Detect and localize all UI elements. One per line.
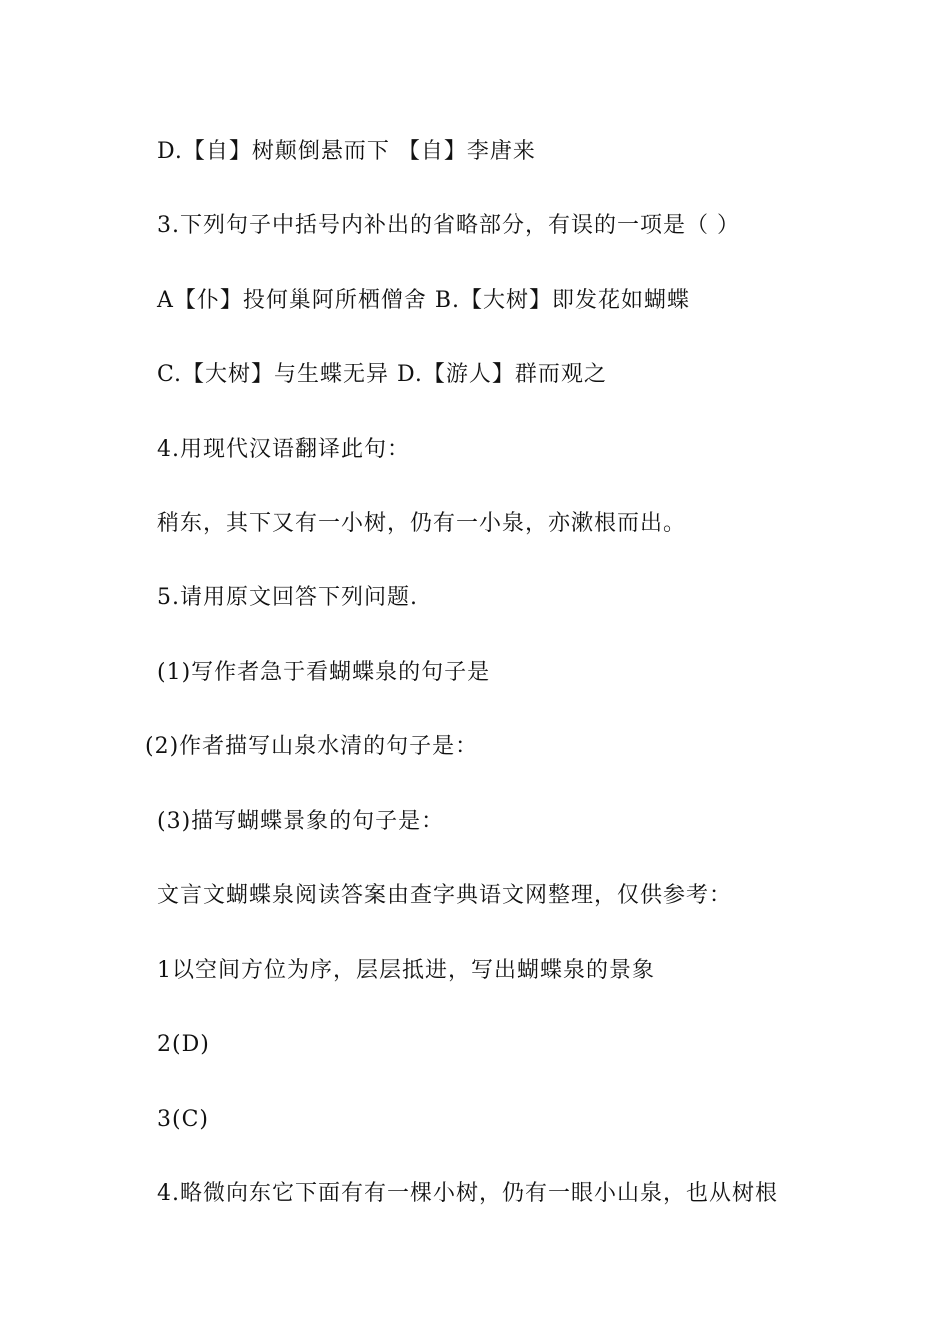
text-line-options-a-b: A【仆】投何巢阿所栖僧舍 B.【大树】即发花如蝴蝶 (157, 288, 691, 313)
text-line-question-5: 5.请用原文回答下列问题. (157, 585, 418, 610)
text-line-subquestion-3: (3)描写蝴蝶景象的句子是： (157, 809, 445, 834)
text-line-answer-3: 3(C) (157, 1107, 209, 1132)
text-line-options-c-d: C.【大树】与生蝶无异 D.【游人】群而观之 (157, 362, 607, 387)
text-line-subquestion-1: (1)写作者急于看蝴蝶泉的句子是 (157, 660, 491, 685)
text-line-answer-2: 2(D) (157, 1032, 210, 1057)
text-line-option-d: D.【自】树颠倒悬而下 【自】李唐来 (157, 139, 536, 164)
text-line-translation-source: 稍东，其下又有一小树，仍有一小泉，亦漱根而出。 (157, 511, 687, 536)
text-line-subquestion-2: (2)作者描写山泉水清的句子是： (145, 734, 479, 759)
text-line-answer-4: 4.略微向东它下面有有一棵小树，仍有一眼小山泉，也从树根 (157, 1181, 778, 1206)
text-line-answer-intro: 文言文蝴蝶泉阅读答案由查字典语文网整理，仅供参考： (157, 883, 733, 908)
text-line-answer-1: 1以空间方位为序，层层抵进，写出蝴蝶泉的景象 (157, 958, 655, 983)
text-line-question-4: 4.用现代汉语翻译此句： (157, 437, 410, 462)
text-line-question-3: 3.下列句子中括号内补出的省略部分，有误的一项是（ ） (157, 213, 740, 238)
